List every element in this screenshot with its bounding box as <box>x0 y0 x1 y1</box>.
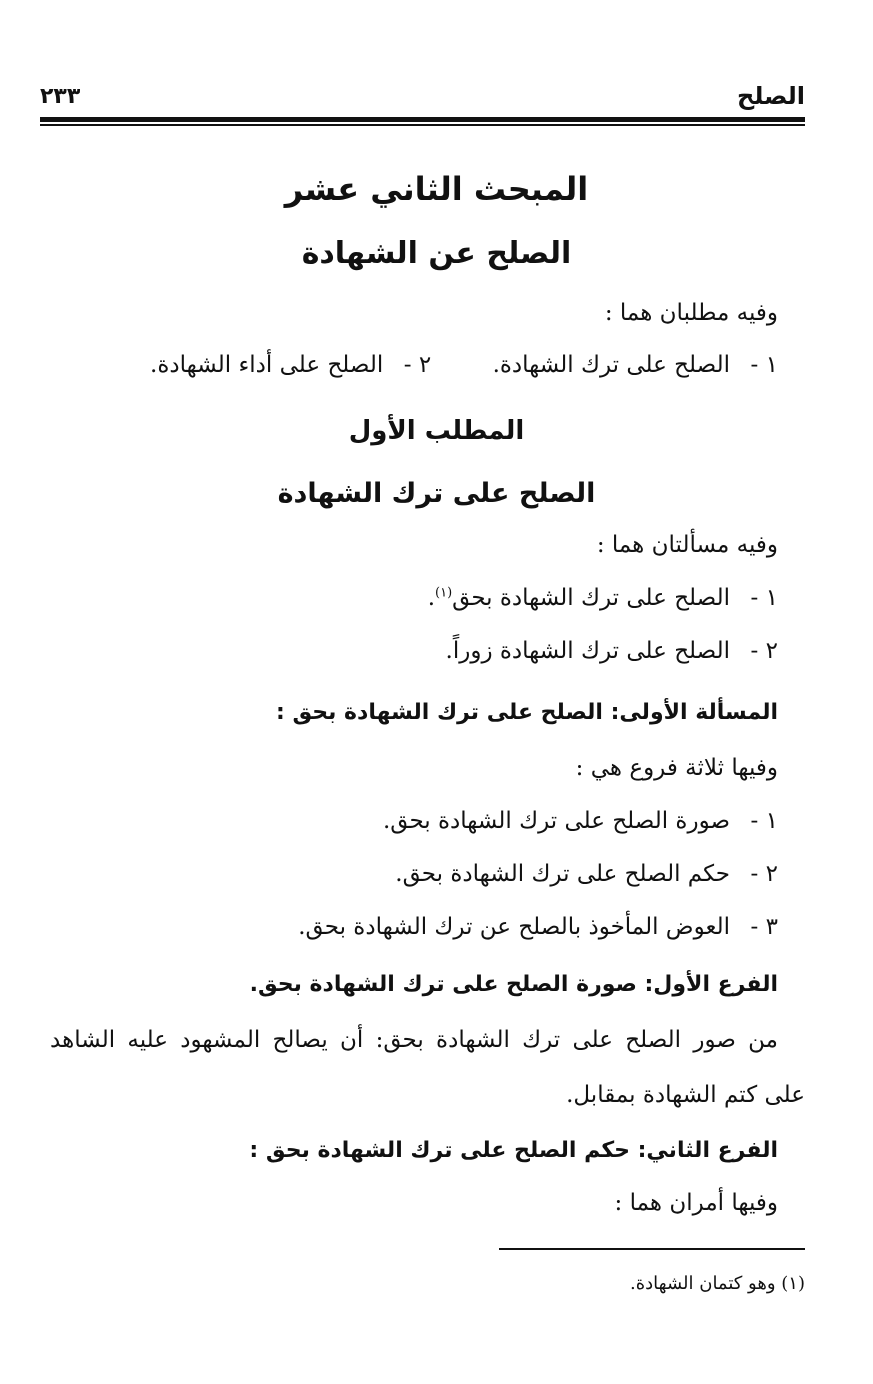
intro-item-number: ٢ - <box>403 352 432 378</box>
intro-item <box>150 352 431 378</box>
header-rule-thick <box>40 117 805 122</box>
branch-text: صورة الصلح على ترك الشهادة بحق. <box>382 808 730 834</box>
branch-text: العوض المأخوذ بالصلح عن ترك الشهادة بحق. <box>298 914 730 940</box>
issue-number: ٢ - <box>750 638 778 664</box>
branch-text: حكم الصلح على ترك الشهادة بحق. <box>395 861 730 887</box>
intro-item <box>485 352 778 378</box>
running-title: الصلح <box>737 82 805 110</box>
branch-item <box>383 808 778 834</box>
branch-item <box>395 861 778 887</box>
page-number: ٢٣٣ <box>40 84 81 109</box>
section-subtitle: الصلح عن الشهادة <box>301 236 572 271</box>
branch1-paragraph-line: على كتم الشهادة بمقابل. <box>566 1082 805 1108</box>
issue-text: الصلح على ترك الشهادة بحق <box>452 585 730 611</box>
chapter-title: المطلب الأول <box>348 416 525 446</box>
footnote: (١) وهو كتمان الشهادة. <box>630 1273 805 1294</box>
header-rule-thin <box>40 124 805 126</box>
footnote-separator <box>499 1248 805 1250</box>
intro-items <box>150 352 778 378</box>
chapter-subtitle: الصلح على ترك الشهادة <box>277 478 596 509</box>
footnote-ref: (١) <box>435 585 453 601</box>
intro-text: وفيه مطلبان هما : <box>604 300 778 326</box>
branch-number: ٢ - <box>750 861 778 887</box>
issue-item <box>428 585 778 611</box>
issue-item <box>446 638 778 664</box>
issue-tail: . <box>427 585 435 611</box>
branch-number: ١ - <box>750 808 778 834</box>
intro-item-text: الصلح على أداء الشهادة. <box>150 352 384 378</box>
branch1-paragraph-line: من صور الصلح على ترك الشهادة بحق: أن يصالح المشهود عليه الشاهد <box>50 1027 778 1053</box>
issues-intro: وفيه مسألتان هما : <box>596 532 778 558</box>
issue-number: ١ - <box>750 585 778 611</box>
branch2-intro: وفيها أمران هما : <box>614 1190 778 1216</box>
issue1-heading: المسألة الأولى: الصلح على ترك الشهادة بحق : <box>275 700 778 725</box>
issue-text: الصلح على ترك الشهادة زوراً. <box>445 638 730 664</box>
branch2-heading: الفرع الثاني: حكم الصلح على ترك الشهادة بحق : <box>249 1138 778 1163</box>
branch-item <box>298 914 778 940</box>
branch1-heading: الفرع الأول: صورة الصلح على ترك الشهادة بحق. <box>249 972 778 997</box>
branch-number: ٣ - <box>750 914 778 940</box>
page-header <box>40 82 805 116</box>
section-title: المبحث الثاني عشر <box>284 170 589 208</box>
intro-item-text: الصلح على ترك الشهادة. <box>492 352 730 378</box>
intro-item-number: ١ - <box>750 352 778 378</box>
branches-intro: وفيها ثلاثة فروع هي : <box>575 755 778 781</box>
